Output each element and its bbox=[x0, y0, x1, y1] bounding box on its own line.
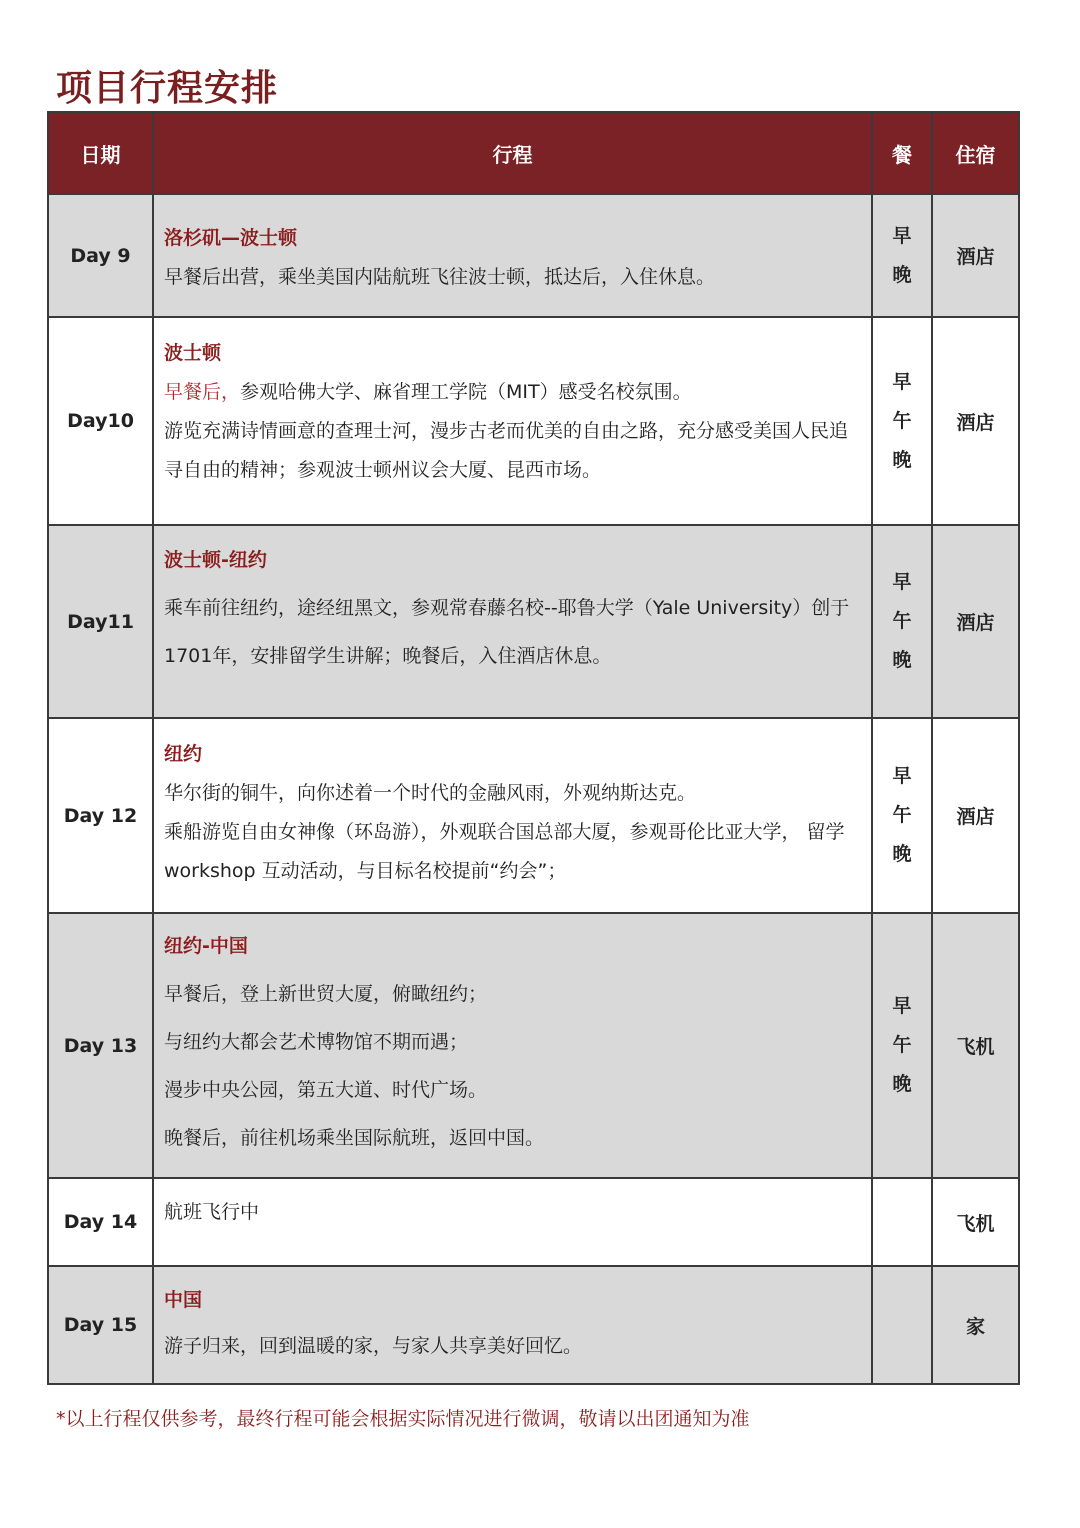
header-plan: 行程 bbox=[153, 112, 872, 194]
day-label: Day 12 bbox=[48, 718, 153, 913]
plan-cell bbox=[153, 525, 872, 718]
stay-cell: 酒店 bbox=[932, 317, 1019, 525]
meal-cell bbox=[872, 194, 932, 317]
meal-cell bbox=[872, 317, 932, 525]
plan-line bbox=[164, 373, 861, 412]
plan-cell bbox=[153, 194, 872, 317]
meal-cell bbox=[872, 525, 932, 718]
table-row bbox=[48, 194, 1019, 317]
meal-item: 早 bbox=[892, 765, 912, 787]
table-row bbox=[48, 1178, 1019, 1266]
plan-cell bbox=[153, 1266, 872, 1384]
table-header-row bbox=[48, 112, 1019, 194]
route-title: 洛杉矶—波士顿 bbox=[164, 227, 298, 249]
table-row bbox=[48, 718, 1019, 913]
day-label: Day 14 bbox=[48, 1178, 153, 1266]
plan-line: 晚餐后，前往机场乘坐国际航班，返回中国。 bbox=[164, 1127, 545, 1149]
meal-item: 早 bbox=[892, 370, 912, 393]
plan-line: 华尔街的铜牛，向你述着一个时代的金融风雨，外观纳斯达克。 bbox=[164, 782, 697, 804]
plan-line-text: 参观哈佛大学、麻省理工学院（MIT）感受名校氛围。 bbox=[240, 381, 692, 403]
accent-text: 早餐后， bbox=[164, 381, 241, 403]
stay-cell: 酒店 bbox=[932, 718, 1019, 913]
stay-cell: 家 bbox=[932, 1266, 1019, 1384]
stay-cell: 酒店 bbox=[932, 525, 1019, 718]
header-date: 日期 bbox=[48, 112, 153, 194]
plan-line: 游览充满诗情画意的查理士河，漫步古老而优美的自由之路，充分感受美国人民追寻自由的精神；参观波士顿州议会大厦、昆西市场。 bbox=[164, 420, 849, 481]
table-row bbox=[48, 317, 1019, 525]
itinerary-table bbox=[47, 111, 1020, 1385]
meal-item: 早 bbox=[892, 995, 912, 1017]
plan-line: 游子归来，回到温暖的家，与家人共享美好回忆。 bbox=[164, 1335, 583, 1357]
stay-cell: 飞机 bbox=[932, 913, 1019, 1178]
day-label: Day10 bbox=[48, 317, 153, 525]
header-meal: 餐 bbox=[872, 112, 932, 194]
plan-cell bbox=[153, 317, 872, 525]
table-row bbox=[48, 913, 1019, 1178]
plan-line: 早餐后，登上新世贸大厦，俯瞰纽约； bbox=[164, 983, 488, 1005]
day-label: Day 9 bbox=[48, 194, 153, 317]
table-row bbox=[48, 525, 1019, 718]
meal-cell bbox=[872, 718, 932, 913]
day-label: Day 13 bbox=[48, 913, 153, 1178]
route-title: 纽约-中国 bbox=[164, 935, 248, 957]
header-stay: 住宿 bbox=[932, 112, 1019, 194]
plan-line: 航班飞行中 bbox=[164, 1201, 260, 1223]
route-title: 纽约 bbox=[164, 743, 203, 765]
plan-line: 漫步中央公园，第五大道、时代广场。 bbox=[164, 1079, 488, 1101]
meal-item: 午 bbox=[892, 804, 912, 826]
meal-item: 晚 bbox=[892, 649, 912, 671]
meal-item: 晚 bbox=[892, 1073, 912, 1095]
meal-item: 午 bbox=[892, 409, 912, 432]
table-row bbox=[48, 1266, 1019, 1384]
page-title: 项目行程安排 bbox=[56, 68, 279, 109]
meal-cell bbox=[872, 913, 932, 1178]
route-title: 波士顿 bbox=[164, 342, 222, 364]
meal-cell bbox=[872, 1266, 932, 1384]
meal-cell bbox=[872, 1178, 932, 1266]
meal-item: 早 bbox=[892, 571, 912, 593]
plan-line: 与纽约大都会艺术博物馆不期而遇； bbox=[164, 1031, 469, 1053]
meal-item: 早 bbox=[892, 224, 912, 247]
plan-cell bbox=[153, 913, 872, 1178]
stay-cell: 酒店 bbox=[932, 194, 1019, 317]
route-title: 中国 bbox=[164, 1289, 203, 1311]
day-label: Day 15 bbox=[48, 1266, 153, 1384]
meal-item: 晚 bbox=[892, 263, 912, 286]
route-title: 波士顿-纽约 bbox=[164, 549, 267, 571]
plan-line: 早餐后出营，乘坐美国内陆航班飞往波士顿，抵达后，入住休息。 bbox=[164, 266, 716, 288]
meal-item: 晚 bbox=[892, 448, 912, 471]
meal-item: 晚 bbox=[892, 843, 912, 865]
plan-cell bbox=[153, 1178, 872, 1266]
meal-item: 午 bbox=[892, 610, 912, 632]
plan-cell bbox=[153, 718, 872, 913]
meal-item: 午 bbox=[892, 1034, 912, 1056]
plan-line: 乘车前往纽约，途经纽黑文，参观常春藤名校--耶鲁大学（Yale University）创于1701年，安排留学生讲解；晚餐后，入住酒店休息。 bbox=[164, 597, 850, 667]
stay-cell: 飞机 bbox=[932, 1178, 1019, 1266]
day-label: Day11 bbox=[48, 525, 153, 718]
plan-line: 乘船游览自由女神像（环岛游），外观联合国总部大厦，参观哥伦比亚大学， 留学 workshop 互动活动，与目标名校提前“约会”； bbox=[164, 821, 845, 882]
footnote: *以上行程仅供参考，最终行程可能会根据实际情况进行微调，敬请以出团通知为准 bbox=[56, 1408, 750, 1430]
